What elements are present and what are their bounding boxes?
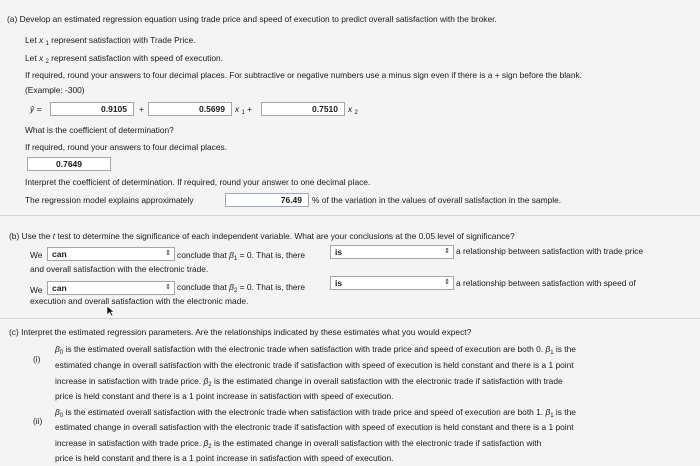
conclude-text-2: conclude that $\beta_2 = 0$. That is, there bbox=[177, 282, 306, 294]
part-c-question: (c) Interpret the estimated regression parameters. Are the relationships indicated by these estimates what you would expect? bbox=[9, 327, 472, 337]
relationship-select-1-value: is bbox=[335, 247, 343, 257]
relationship-text-1: a relationship between satisfaction with trade price bbox=[456, 246, 644, 256]
select-arrows-icon: ⇕ bbox=[444, 248, 450, 255]
relationship-select-2[interactable] bbox=[330, 276, 454, 290]
b1-input[interactable]: 0.5699 bbox=[148, 102, 232, 116]
select-arrows-icon: ⇕ bbox=[165, 250, 171, 257]
let-x2-text: represent satisfaction with speed of execution. bbox=[51, 53, 223, 63]
part-b-question: (b) Use the t test to determine the significance of each independent variable. What are your conclusions at the 0.05 level of significance? bbox=[9, 231, 515, 241]
b2-input[interactable]: 0.7510 bbox=[261, 102, 345, 116]
r2-input[interactable]: 0.7649 bbox=[27, 157, 111, 171]
part-a-question: (a) Develop an estimated regression equation using trade price and speed of execution to predict overall satisfaction with the broker. bbox=[7, 14, 497, 24]
relationship-text-2: a relationship between satisfaction with speed of bbox=[456, 278, 636, 288]
conclusion-select-1[interactable] bbox=[47, 247, 175, 261]
let-x1-text: represent satisfaction with Trade Price. bbox=[51, 35, 196, 45]
conclusion-select-1-value: can bbox=[52, 249, 67, 259]
round-four-text: If required, round your answers to four decimal places. bbox=[25, 142, 228, 152]
x1-term: x $_1$ + bbox=[235, 104, 253, 116]
example-text: (Example: -300) bbox=[25, 85, 85, 95]
conclude-text-1: conclude that $\beta_1 = 0$. That is, there bbox=[177, 250, 306, 262]
y-hat-symbol: ŷ = bbox=[30, 104, 42, 114]
explains-prefix: The regression model explains approximately bbox=[25, 195, 194, 205]
option-i-line-3: increase in satisfaction with trade price. $\beta_2$ is the estimated change in overall satisfaction with the electronic trade if satisfaction with trade bbox=[55, 376, 563, 388]
b0-input[interactable]: 0.9105 bbox=[50, 102, 134, 116]
section-divider-2 bbox=[0, 318, 700, 319]
option-i-line-2: estimated change in overall satisfaction with the electronic trade if satisfaction with speed of execution is held constant and there is a 1 point bbox=[55, 360, 574, 370]
plus-sign-1: + bbox=[139, 104, 144, 114]
relationship-select-1[interactable] bbox=[330, 245, 454, 259]
option-i-line-1: $\beta_0$ is the estimated overall satisfaction with the electronic trade when satisfaction with trade price and speed of execution are both 0. $\beta_1$ is the bbox=[55, 344, 576, 356]
section-divider-1 bbox=[0, 215, 700, 216]
relationship-text-1-cont: and overall satisfaction with the electronic trade. bbox=[30, 264, 209, 274]
we-label-2: We bbox=[30, 285, 43, 295]
let-x1-line: Let x $_1$ represent satisfaction with Trade Price. bbox=[25, 35, 196, 47]
x2-term: x $_2$ bbox=[348, 104, 358, 116]
relationship-select-2-value: is bbox=[335, 278, 343, 288]
select-arrows-icon: ⇕ bbox=[165, 284, 171, 291]
option-ii-label: (ii) bbox=[33, 416, 43, 426]
option-ii-line-4: price is held constant and there is a 1 point increase in satisfaction with speed of execution. bbox=[55, 453, 394, 463]
rounding-instructions: If required, round your answers to four decimal places. For subtractive or negative numbers use a minus sign even if there is a + sign before the blank. bbox=[25, 70, 582, 80]
we-label-1: We bbox=[30, 250, 43, 260]
select-arrows-icon: ⇕ bbox=[444, 279, 450, 286]
coef-det-question: What is the coefficient of determination? bbox=[25, 125, 174, 135]
explains-suffix: % of the variation in the values of overall satisfaction in the sample. bbox=[312, 195, 562, 205]
option-i-line-4: price is held constant and there is a 1 point increase in satisfaction with speed of execution. bbox=[55, 391, 394, 401]
option-ii-line-1: $\beta_0$ is the estimated overall satisfaction with the electronic trade when satisfaction with trade price and speed of execution are both 1. $\beta_1$ is the bbox=[55, 407, 576, 419]
option-ii-line-2: estimated change in overall satisfaction with the electronic trade if satisfaction with speed of execution is held constant and there is a 1 point bbox=[55, 422, 574, 432]
conclusion-select-2[interactable] bbox=[47, 281, 175, 295]
mouse-cursor-icon bbox=[106, 305, 115, 317]
relationship-text-2-cont: execution and overall satisfaction with the electronic made. bbox=[30, 296, 249, 306]
conclusion-select-2-value: can bbox=[52, 283, 67, 293]
explains-input[interactable]: 76.49 bbox=[225, 193, 309, 207]
option-i-label: (i) bbox=[33, 354, 41, 364]
interpret-prompt: Interpret the coefficient of determination. If required, round your answer to one decimal place. bbox=[25, 177, 371, 187]
let-x2-line: Let x $_2$ represent satisfaction with speed of execution. bbox=[25, 53, 223, 65]
option-ii-line-3: increase in satisfaction with trade price. $\beta_2$ is the estimated change in overall satisfaction with the electronic trade if satisfaction with bbox=[55, 438, 542, 450]
